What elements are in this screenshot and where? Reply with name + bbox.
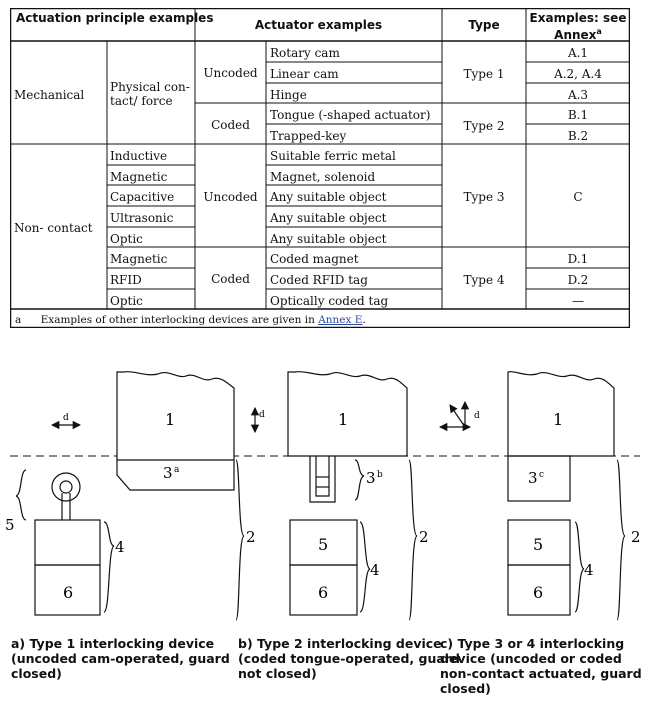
d-arrow-c-d	[450, 405, 465, 427]
plunger-a	[62, 493, 70, 520]
group-non-contact: Non- contact	[14, 221, 93, 235]
group-physical: Physical con-tact/ force	[110, 80, 190, 108]
actuator-label: Suitable ferric metal	[270, 149, 396, 163]
annex-label: A.2, A.4	[554, 67, 602, 81]
actuator-label: Hinge	[270, 88, 307, 102]
cam-roller-inner	[60, 481, 72, 493]
footnote-mark: a	[15, 314, 22, 326]
label-4-a: 4	[115, 538, 125, 556]
table-footnote: a Examples of other interlocking devices are given in Annex E.	[15, 314, 366, 326]
actuator-label: Coded magnet	[270, 252, 359, 266]
group-mechanical: Mechanical	[14, 88, 85, 102]
actuator-label: Any suitable object	[270, 190, 387, 204]
brace-4-a	[104, 522, 114, 612]
interlocking-devices-figure	[0, 350, 648, 650]
brace-2-a	[236, 460, 244, 620]
sensor-label: Optic	[110, 232, 143, 246]
sensor-label: Inductive	[110, 149, 168, 163]
annex-e-link[interactable]: Annex E	[318, 314, 363, 326]
label-d-a2: d	[259, 410, 265, 420]
label-3-b: 3	[366, 469, 376, 487]
label-5-c: 5	[533, 535, 544, 554]
annex-label: B.1	[567, 108, 589, 122]
cam-roller-outer	[52, 473, 80, 501]
type-label: Type 1	[463, 67, 505, 81]
group-coded-1: Coded	[211, 118, 250, 132]
label-5-b: 5	[318, 535, 329, 554]
sensor-label: Optic	[110, 294, 143, 308]
sensor-label: Magnetic	[110, 252, 168, 266]
actuator-label: Any suitable object	[270, 211, 387, 225]
tongue-b	[310, 456, 335, 502]
actuator-label: Optically coded tag	[270, 294, 389, 308]
sensor-label: RFID	[110, 273, 142, 287]
label-d-a: d	[63, 413, 69, 423]
actuator-label: Any suitable object	[270, 232, 387, 246]
label-2-b: 2	[419, 528, 429, 546]
annex-label: D.1	[567, 252, 589, 266]
sensor-label: Ultrasonic	[110, 211, 174, 225]
actuator-label: Coded RFID tag	[270, 273, 368, 287]
header-principle: Actuation principle examples	[16, 11, 214, 25]
label-3-c: 3	[528, 469, 538, 487]
annex-label: C	[573, 190, 583, 204]
caption-a: a) Type 1 interlocking device (uncoded cam-operated, guard closed)	[11, 636, 230, 681]
sensor-label: Magnetic	[110, 170, 168, 184]
sup-a: a	[174, 465, 180, 475]
label-6-a: 6	[63, 583, 74, 602]
label-3-a: 3	[163, 464, 173, 482]
group-uncoded-1: Uncoded	[203, 66, 258, 80]
sup-b: b	[377, 470, 383, 480]
label-1-b: 1	[338, 410, 349, 429]
label-4-c: 4	[584, 561, 594, 579]
annex-label: B.2	[567, 129, 589, 143]
label-2-a: 2	[246, 528, 256, 546]
tongue-b-inner	[316, 456, 329, 496]
annex-label: A.1	[567, 46, 589, 60]
label-d-c: d	[474, 411, 480, 421]
label-1-c: 1	[553, 410, 564, 429]
brace-3-b	[355, 460, 364, 500]
brace-2-b	[409, 460, 417, 620]
brace-5	[16, 470, 26, 520]
label-6-c: 6	[533, 583, 544, 602]
label-2-c: 2	[631, 528, 641, 546]
label-4-b: 4	[370, 561, 380, 579]
group-uncoded-2: Uncoded	[203, 190, 258, 204]
caption-c: c) Type 3 or 4 interlocking device (uncoded or coded non-contact actuated, guard closed)	[440, 636, 642, 696]
brace-2-c	[617, 460, 625, 620]
header-annex: Examples: see Annex$^a$	[529, 11, 627, 42]
annex-label: A.3	[567, 88, 589, 102]
panel-a	[16, 372, 255, 620]
annex-label: D.2	[567, 273, 589, 287]
label-5-a: 5	[5, 516, 15, 534]
type-label: Type 2	[463, 119, 505, 133]
type-label: Type 3	[463, 190, 505, 204]
annex-label: —	[572, 294, 584, 308]
actuator-label: Trapped-key	[270, 129, 347, 143]
box-5-a	[35, 520, 100, 565]
actuation-table	[10, 8, 630, 328]
sup-c: c	[539, 470, 545, 480]
group-coded-2: Coded	[211, 272, 250, 286]
type-label: Type 4	[463, 273, 505, 287]
caption-b: b) Type 2 interlocking device (coded tongue-operated, guard not closed)	[238, 636, 460, 681]
label-6-b: 6	[318, 583, 329, 602]
actuator-label: Rotary cam	[270, 46, 340, 60]
actuator-label: Tongue (-shaped actuator)	[270, 108, 431, 122]
label-1-a: 1	[165, 410, 176, 429]
header-type: Type	[468, 18, 500, 32]
sensor-label: Capacitive	[110, 190, 175, 204]
header-actuator: Actuator examples	[254, 18, 383, 32]
panel-b	[288, 372, 417, 620]
brace-4-b	[360, 522, 370, 612]
actuator-label: Linear cam	[270, 67, 339, 81]
brace-4-c	[575, 522, 584, 612]
actuator-label: Magnet, solenoid	[270, 170, 376, 184]
